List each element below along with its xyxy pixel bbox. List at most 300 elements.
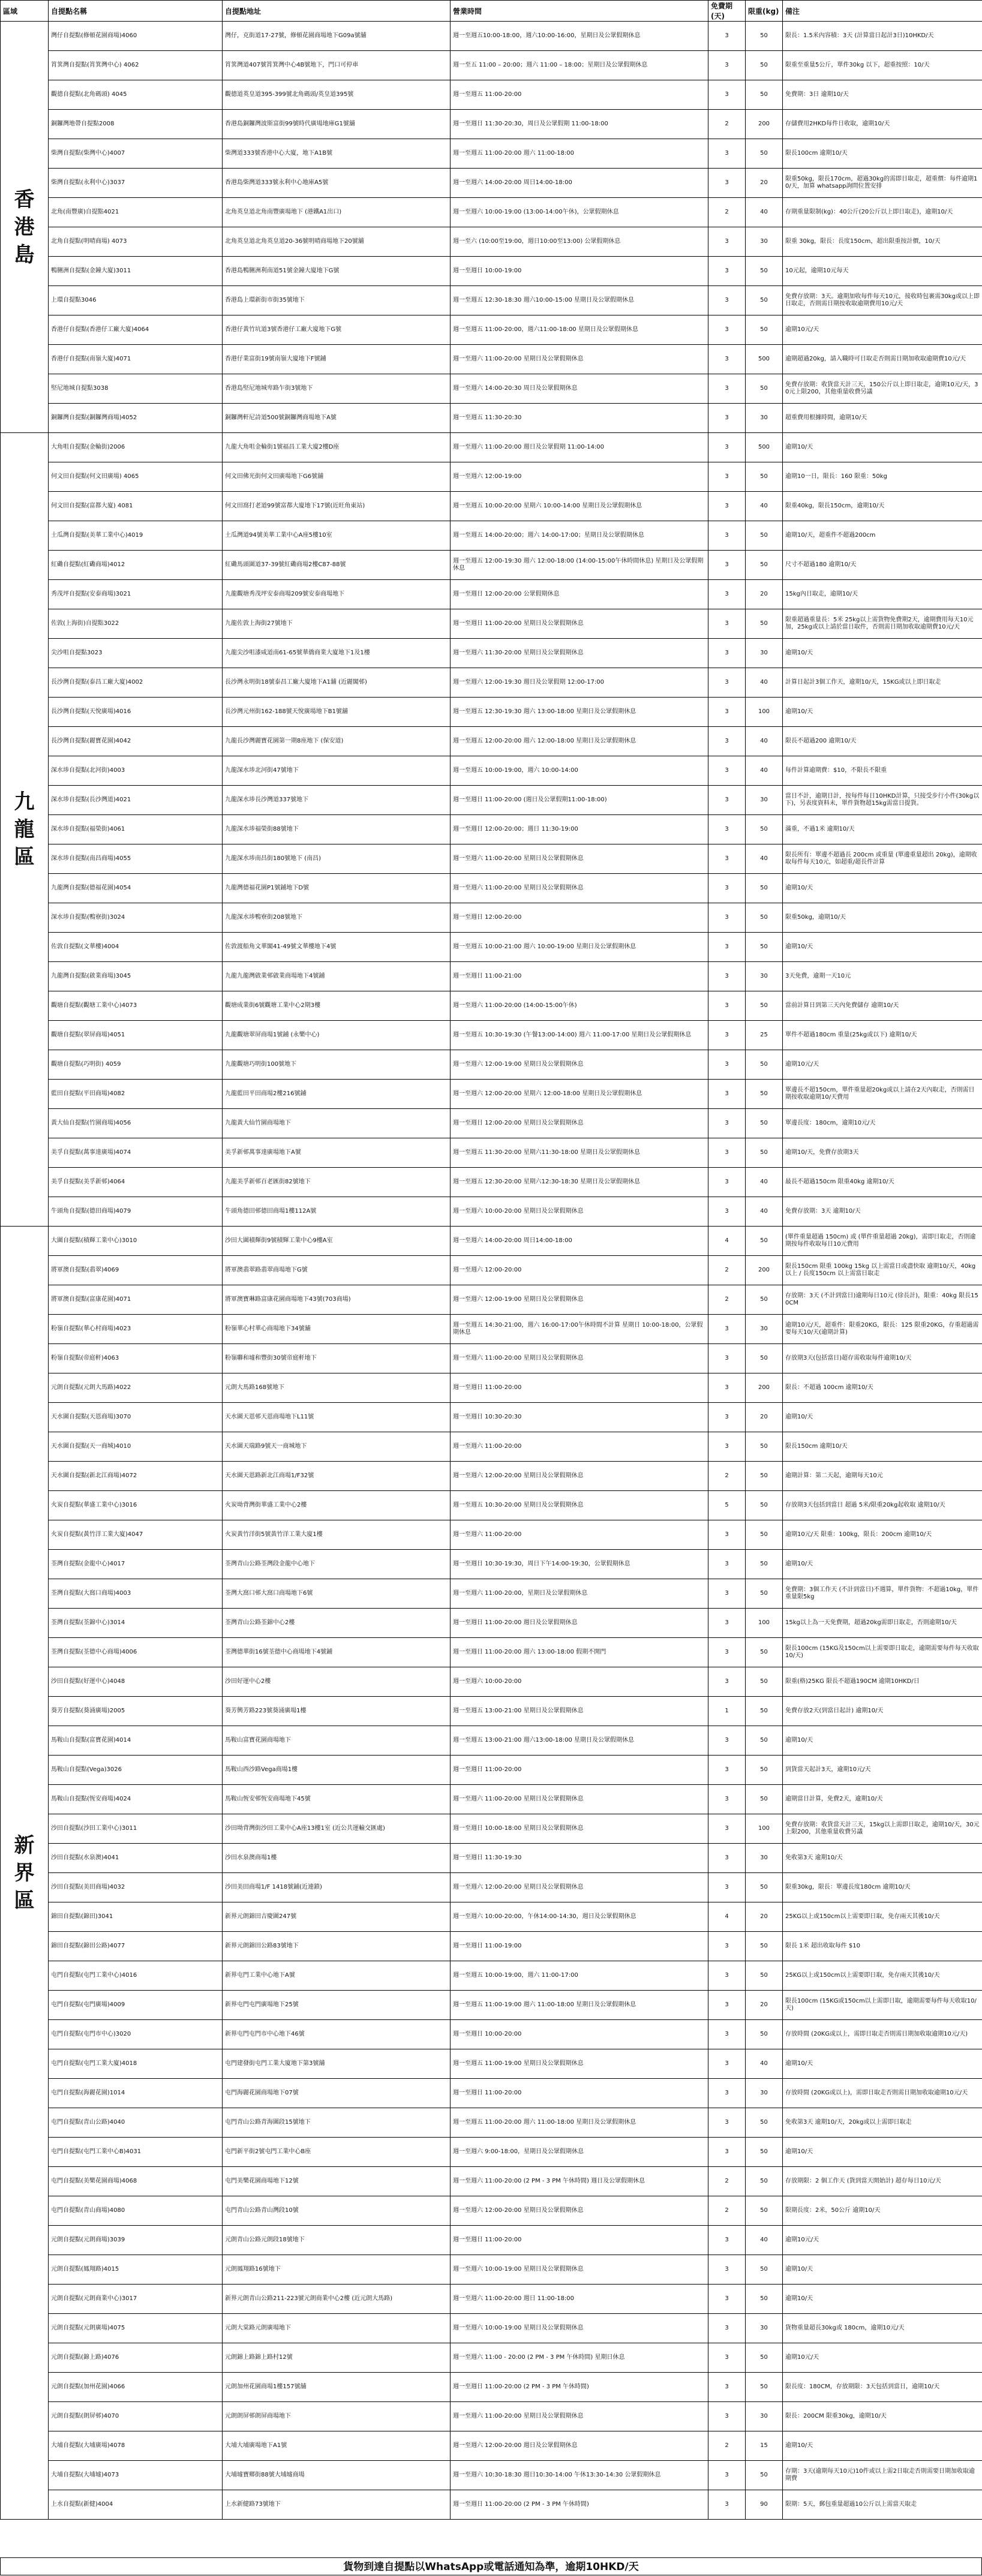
table-row	[1, 2167, 982, 2196]
weight-limit: 50	[746, 2373, 783, 2402]
opening-hours: 週一至週六 11:00-20:00	[451, 1520, 708, 1550]
opening-hours: 週一至週六 14:00-20:00 周日14:00-18:00	[451, 169, 708, 198]
table-row	[1, 257, 982, 286]
free-days: 3	[708, 1609, 746, 1638]
pickup-name: 天水圍自提點(新北江商場)4072	[49, 1462, 223, 1491]
remarks: 免費期：3個工作天 (不計到當日)不週算，單件貨物：不超過10kg，單件重量限5kg	[783, 1579, 982, 1609]
pickup-address: 天水圍天瑞路9號天一商城地下	[223, 1432, 451, 1462]
opening-hours: 週一至週日 10:00-18:00 星期日及公眾假期休息	[451, 1814, 708, 1844]
opening-hours: 週一至週六 11:00-20:00 週日 11:00-18:00	[451, 2285, 708, 2314]
table-row	[1, 1726, 982, 1756]
pickup-address: 粉嶺華心村華心商場地下34號舖	[223, 1315, 451, 1344]
remarks: 限長 1米 超出收取每件 $10	[783, 1932, 982, 1961]
weight-limit: 50	[746, 2020, 783, 2049]
pickup-address: 香港島銅鑼灣波斯富街99號時代廣場地庫G1號舖	[223, 110, 451, 139]
opening-hours: 週一至週五 10:00-19:00，週六 11:00-17:00	[451, 1961, 708, 1991]
remarks: 每件計算逾期費：$10，不限長不限重	[783, 756, 982, 786]
table-row	[1, 1667, 982, 1697]
pickup-address: 香港島上環新街市街35號地下	[223, 286, 451, 315]
table-row	[1, 1197, 982, 1227]
table-row	[1, 2343, 982, 2373]
weight-limit: 50	[746, 1550, 783, 1579]
free-days: 3	[708, 1050, 746, 1080]
pickup-address: 火炭黃竹洋街5號黃竹洋工業大廈1樓	[223, 1520, 451, 1550]
free-days: 3	[708, 1638, 746, 1667]
remarks: 尺寸不超過180 逾期10/天	[783, 551, 982, 580]
pickup-address: 九龍佐敦上海街27號地下	[223, 609, 451, 639]
weight-limit: 50	[746, 1961, 783, 1991]
weight-limit: 50	[746, 1462, 783, 1491]
pickup-address: 九龍深水埗南昌街180號地下 (南昌)	[223, 844, 451, 874]
remarks: 存放時間 (20KG或以上，需即日取走否則需日期加收取逾期10元/天)	[783, 2020, 982, 2049]
pickup-name: 紅磡自提點(紅磡商場)4012	[49, 551, 223, 580]
opening-hours: 週一至週日 12:00-20:00；週日 11:30-19:00	[451, 815, 708, 844]
opening-hours: 週一至週五 10:00-19:00，週六 10:00-14:00	[451, 756, 708, 786]
pickup-name: 粉嶺自提點(帝庭軒)4063	[49, 1344, 223, 1373]
opening-hours: 週一至週六 12:00-20:00 星期日及公眾假期休息	[451, 2196, 708, 2226]
opening-hours: 週一至週五 12:30-19:30 週六 13:00-18:00 星期日及公眾假期休息	[451, 698, 708, 727]
remarks: 當前計算日到第三天內免費儲存 逾期10/天	[783, 991, 982, 1021]
free-days: 3	[708, 1991, 746, 2020]
free-days: 3	[708, 1109, 746, 1138]
pickup-name: 葵芳自提點(葵涌廣場)2005	[49, 1697, 223, 1726]
free-days: 3	[708, 1814, 746, 1844]
free-days: 3	[708, 2020, 746, 2049]
table-row	[1, 786, 982, 815]
weight-limit: 40	[746, 668, 783, 698]
header-region: 區域	[1, 1, 49, 22]
remarks: 25KG以上或150cm以上需要即日取，免存兩天其後10/天	[783, 1902, 982, 1932]
free-days: 3	[708, 521, 746, 551]
opening-hours: 週一至週六 10:30-18:30 週日10:30-14:00 午休13:30-14:30 公眾假期休息	[451, 2461, 708, 2490]
pickup-address: 粉嶺聯和墟和豐街30號帝庭軒地下	[223, 1344, 451, 1373]
free-days: 3	[708, 1844, 746, 1873]
table-row	[1, 2138, 982, 2167]
pickup-name: 將軍澳自提點(富康花園)4071	[49, 1285, 223, 1315]
free-days: 3	[708, 1168, 746, 1197]
opening-hours: 週一至週五 14:30-21:00，週六 16:00-17:00午休時間不計算 星期日 10:00-18:00，公眾假期休息	[451, 1315, 708, 1344]
pickup-address: 荃灣青山公路荃錦中心2樓	[223, 1609, 451, 1638]
pickup-name: 深水埗自提點(福榮街)4061	[49, 815, 223, 844]
pickup-address: 九龍深水埗福榮街88號地下	[223, 815, 451, 844]
pickup-name: 天水圍自提點(天一商城)4010	[49, 1432, 223, 1462]
pickup-address: 天水圍天恩路新北江商場1/F32號	[223, 1462, 451, 1491]
pickup-name: 元朗自提點(元朗廣場)4075	[49, 2314, 223, 2343]
pickup-address: 長沙灣永明街18號泰昌工廠大廈地下A1舖 (近麗閣邨)	[223, 668, 451, 698]
opening-hours: 週一至週六 11:00-20:00 星期日及公眾假期休息	[451, 2402, 708, 2431]
remarks: 限期：5天，郵包重量超過10公斤以上需當天取走	[783, 2490, 982, 2520]
table-row	[1, 2196, 982, 2226]
table-row	[1, 2079, 982, 2108]
opening-hours: 週一至週六 9:00-18:00，星期日及公眾假期休息	[451, 2138, 708, 2167]
table-row	[1, 1844, 982, 1873]
pickup-address: 九龍黃大仙竹園商場地下	[223, 1109, 451, 1138]
pickup-name: 屯門自提點(屯門廣場)4009	[49, 1991, 223, 2020]
table-row	[1, 962, 982, 991]
pickup-address: 柴灣道333號香港中心大廈，地下A1B號	[223, 139, 451, 169]
table-row	[1, 404, 982, 433]
remarks: 逾期10/天	[783, 698, 982, 727]
pickup-address: 屯門新平街2號屯門工業中心B座	[223, 2138, 451, 2167]
free-days: 3	[708, 51, 746, 80]
table-row	[1, 1285, 982, 1315]
pickup-name: 觀塘自提點(觀塘工業中心)4073	[49, 991, 223, 1021]
remarks: 限重50kg，限長170cm，超過30kg的需即日取走，超重價：每件逾期10/天，加算 whatsapp詢問位置安排	[783, 169, 982, 198]
weight-limit: 50	[746, 1873, 783, 1902]
remarks: 逾期10元/天	[783, 2226, 982, 2255]
pickup-address: 香港仔業富街19號南嶺大廈地下F號鋪	[223, 345, 451, 374]
weight-limit: 30	[746, 1844, 783, 1873]
pickup-name: 元朗自提點(加州花園)4066	[49, 2373, 223, 2402]
free-days: 3	[708, 2373, 746, 2402]
table-row	[1, 492, 982, 521]
remarks: 單邊長度：180cm，逾期10元/天	[783, 1109, 982, 1138]
table-row	[1, 1138, 982, 1168]
free-days: 3	[708, 2049, 746, 2079]
free-days: 3	[708, 2402, 746, 2431]
pickup-name: 馬鞍山自提點(Vega)3026	[49, 1756, 223, 1785]
weight-limit: 40	[746, 1168, 783, 1197]
free-days: 3	[708, 1873, 746, 1902]
pickup-name: 火炭自提點(華盛工業中心)3016	[49, 1491, 223, 1520]
weight-limit: 90	[746, 2490, 783, 2520]
opening-hours: 週一至週日 11:00-19:00	[451, 1932, 708, 1961]
opening-hours: 週一至週六 12:00-20:00 星期六 12:00-18:00 星期日及公眾假期休息	[451, 1080, 708, 1109]
pickup-address: 九龍深水埗鴨寮街208號地下	[223, 903, 451, 933]
remarks: 限長：200CM 限重30kg，逾期10/天	[783, 2402, 982, 2431]
remarks: 限重50kg，逾期10/天	[783, 903, 982, 933]
pickup-name: 將軍澳自提點(翡翠)4069	[49, 1256, 223, 1285]
pickup-address: 屯門青山公路青山灣段10號	[223, 2196, 451, 2226]
table-row	[1, 2255, 982, 2285]
free-days: 3	[708, 786, 746, 815]
free-days: 3	[708, 551, 746, 580]
weight-limit: 30	[746, 404, 783, 433]
free-days: 2	[708, 2167, 746, 2196]
weight-limit: 30	[746, 786, 783, 815]
opening-hours: 週一至週日 12:00-20:00	[451, 903, 708, 933]
table-row	[1, 756, 982, 786]
region-name: 香港島	[13, 186, 37, 269]
pickup-name: 深水埗自提點(鴨寮街)3024	[49, 903, 223, 933]
table-row	[1, 1961, 982, 1991]
pickup-name: 屯門自提點(屯門市中心)3020	[49, 2020, 223, 2049]
pickup-name: 元朗自提點(元朗商場)3039	[49, 2226, 223, 2255]
region-name: 新界區	[13, 1832, 37, 1914]
pickup-address: 新界屯門工業中心地下A號	[223, 1961, 451, 1991]
weight-limit: 30	[746, 1315, 783, 1344]
free-days: 3	[708, 2461, 746, 2490]
opening-hours: 週一至週日 11:00-20:00 (2 PM - 3 PM 午休時間)	[451, 2490, 708, 2520]
table-row	[1, 110, 982, 139]
free-days: 3	[708, 1550, 746, 1579]
pickup-name: 屯門自提點(美樂花園商場)4068	[49, 2167, 223, 2196]
header-hours: 營業時間	[451, 1, 708, 22]
pickup-address: 沙田水泉澳商場1樓	[223, 1844, 451, 1873]
remarks: 滿重，不過1米 逾期10/天	[783, 815, 982, 844]
table-row	[1, 2373, 982, 2402]
weight-limit: 50	[746, 1638, 783, 1667]
weight-limit: 50	[746, 51, 783, 80]
table-row	[1, 1550, 982, 1579]
remarks: 逾期10/天，免費存放期3天	[783, 1138, 982, 1168]
opening-hours: 週一至週日 10:00-19:00	[451, 257, 708, 286]
pickup-name: 灣仔自提點(修頓花園商場)4060	[49, 22, 223, 51]
pickup-name: 沙田自提點(水泉澳)4041	[49, 1844, 223, 1873]
pickup-name: 美孚自提點(萬事達廣場)4074	[49, 1138, 223, 1168]
free-days: 3	[708, 2138, 746, 2167]
pickup-name: 錦田自提點(錦田)3041	[49, 1902, 223, 1932]
pickup-name: 火炭自提點(黃竹洋工業大廈)4047	[49, 1520, 223, 1550]
remarks: 免費存放2天(到當日起計) 逾期10/天	[783, 1697, 982, 1726]
weight-limit: 50	[746, 1138, 783, 1168]
pickup-name: 佐敦(上海街)自提點3022	[49, 609, 223, 639]
remarks: 逾期10/天	[783, 639, 982, 668]
opening-hours: 週一至週六 12:00-19:30 週日及公眾假期 12:00-17:00	[451, 668, 708, 698]
opening-hours: 週一至五 11:00 – 20:00；週六 11:00 – 18:00；星期日及公眾假期休息	[451, 51, 708, 80]
free-days: 3	[708, 756, 746, 786]
remarks: 存放期限：2 個工作天 (貨到當天開始計) 超存每日10元/天	[783, 2167, 982, 2196]
pickup-name: 元朗自提點(朗屏邨)4070	[49, 2402, 223, 2431]
free-days: 2	[708, 198, 746, 227]
pickup-name: 觀塘自提點(翠屏商場)4051	[49, 1021, 223, 1050]
table-row	[1, 345, 982, 374]
pickup-address: 香港仔黃竹坑道3號香港仔工廠大廈地下G號	[223, 315, 451, 345]
pickup-address: 觀塘成業街6號觀塘工業中心2期3樓	[223, 991, 451, 1021]
table-row	[1, 698, 982, 727]
weight-limit: 30	[746, 962, 783, 991]
remarks: 限長：1.5米內容積：3天 (計算當日起計3日)10HKD/天	[783, 22, 982, 51]
weight-limit: 50	[746, 1579, 783, 1609]
pickup-address: 土瓜灣道94號美華工業中心A座5樓10室	[223, 521, 451, 551]
weight-limit: 50	[746, 1667, 783, 1697]
pickup-address: 沙田美田商場1/F 1418號鋪(近連鎖)	[223, 1873, 451, 1902]
remarks: 逾期10/天	[783, 2255, 982, 2285]
remarks: 逾期10一日，限長：160 限重：50kg	[783, 462, 982, 492]
opening-hours: 週一至週日 11:00-20:00	[451, 1373, 708, 1403]
opening-hours: 週一至週日 10:30-20:30	[451, 1403, 708, 1432]
weight-limit: 200	[746, 110, 783, 139]
weight-limit: 50	[746, 1080, 783, 1109]
remarks: 貨物重量超長30kg或 180cm，逾期10元/天	[783, 2314, 982, 2343]
opening-hours: 週一至週五 11:00-19:00 週六 11:00-18:00 星期日及公眾假期休息	[451, 1991, 708, 2020]
pickup-address: 將軍澳寶琳路富康花園商場地下43號(703商場)	[223, 1285, 451, 1315]
weight-limit: 40	[746, 2226, 783, 2255]
free-days: 3	[708, 1197, 746, 1227]
free-days: 2	[708, 1462, 746, 1491]
pickup-name: 土瓜灣自提點(美華工業中心)4019	[49, 521, 223, 551]
opening-hours: 週一至週六 12:00-20:00	[451, 1256, 708, 1285]
table-row	[1, 580, 982, 609]
opening-hours: 週一至週六 12:00-19:00	[451, 462, 708, 492]
table-row	[1, 1902, 982, 1932]
free-days: 3	[708, 1403, 746, 1432]
table-row	[1, 1520, 982, 1550]
remarks: 逾期10/天	[783, 874, 982, 903]
opening-hours: 週一至週日 11:00-20:00 週日及公眾假期休息	[451, 1609, 708, 1638]
free-days: 3	[708, 844, 746, 874]
remarks: 逾期10元/天	[783, 1050, 982, 1080]
pickup-name: 屯門自提點(屯門工業中心)4016	[49, 1961, 223, 1991]
pickup-name: 元朗自提點(元朗商業中心)3017	[49, 2285, 223, 2314]
opening-hours: 週一至週六 14:00-20:00 周日14:00-18:00	[451, 1227, 708, 1256]
pickup-name: 柴灣自提點(柴灣中心)4007	[49, 139, 223, 169]
pickup-address: 香港島鴨脷洲利南道51號金鐘大廈地下G號	[223, 257, 451, 286]
pickup-address: 大埔墟寶鄉街88號大埔墟商場	[223, 2461, 451, 2490]
free-days: 3	[708, 286, 746, 315]
weight-limit: 100	[746, 1609, 783, 1638]
table-row	[1, 374, 982, 404]
pickup-name: 長沙灣自提點(天悅廣場)4016	[49, 698, 223, 727]
remarks: 3天免費，逾期一天10元	[783, 962, 982, 991]
table-row	[1, 609, 982, 639]
pickup-name: 屯門自提點(海麗花園)1014	[49, 2079, 223, 2108]
weight-limit: 100	[746, 1814, 783, 1844]
weight-limit: 50	[746, 22, 783, 51]
table-row	[1, 2490, 982, 2520]
opening-hours: 週一至週五 13:00-21:00 星期日及公眾假期休息	[451, 1697, 708, 1726]
remarks: 10元起，逾期10元每天	[783, 257, 982, 286]
remarks: 逾期當日計算，免費2天，逾期10/天	[783, 1785, 982, 1814]
pickup-address: 觀德道英皇道395-399號北角碼頭/英皇道395號	[223, 80, 451, 110]
opening-hours: 週一至週五 10:00-21:00 週六 10:00-19:00 星期日及公眾假期休息	[451, 933, 708, 962]
pickup-address: 新界屯門屯門廣場地下25號	[223, 1991, 451, 2020]
pickup-address: 新界元朗青山公路211-223號元朗商業中心2樓 (近元朗大馬路)	[223, 2285, 451, 2314]
pickup-address: 荃灣青山公路荃灣段金龍中心地下	[223, 1550, 451, 1579]
remarks: 15kg內日取走，逾期10/天	[783, 580, 982, 609]
weight-limit: 50	[746, 2138, 783, 2167]
weight-limit: 30	[746, 2079, 783, 2108]
table-row	[1, 227, 982, 257]
pickup-address: 九龍深水埗北河街47號地下	[223, 756, 451, 786]
weight-limit: 50	[746, 2167, 783, 2196]
pickup-address: 元朗大馬路168號地下	[223, 1373, 451, 1403]
free-days: 3	[708, 1756, 746, 1785]
pickup-address: 長沙灣元州街162-188號天悅廣場地下B1號舖	[223, 698, 451, 727]
remarks: 存放時間 (20KG或以上)，需即日取走否則需日期加收取逾期10元/天	[783, 2079, 982, 2108]
free-days: 5	[708, 1491, 746, 1520]
header-free-days: 免費期(天)	[708, 1, 746, 22]
opening-hours: 週一至週六 11:00-20:00 星期日及公眾假期休息	[451, 874, 708, 903]
pickup-name: 屯門自提點(屯門工業大廈)4018	[49, 2049, 223, 2079]
table-row	[1, 933, 982, 962]
table-row	[1, 639, 982, 668]
opening-hours: 週一至週五 10:00-20:00 星期六 10:00-14:00 星期日及公眾假期休息	[451, 492, 708, 521]
remarks: 限重40kg，限長150cm，逾期10/天	[783, 492, 982, 521]
free-days: 3	[708, 22, 746, 51]
pickup-address: 北角英皇道北角南豐廣場地下 (港鐵A1出口)	[223, 198, 451, 227]
weight-limit: 50	[746, 1726, 783, 1756]
weight-limit: 30	[746, 2402, 783, 2431]
free-days: 3	[708, 991, 746, 1021]
remarks: 逾期10/天	[783, 2431, 982, 2461]
free-days: 3	[708, 2314, 746, 2343]
table-row	[1, 1873, 982, 1902]
pickup-address: 香港島柴灣道333號永利中心地庫A5號	[223, 169, 451, 198]
weight-limit: 50	[746, 1491, 783, 1520]
remarks: 限重至重量5公斤，單件30kg 以下，超重按照：10/天	[783, 51, 982, 80]
opening-hours: 週一至週日 11:30-20:30，周日及公眾假期 11:00-18:00	[451, 110, 708, 139]
remarks: 限長所有：單邊不超過長 200cm 或重量 (單邊重量超出 20kg)，逾期收取每件每天10元，如超重/超長件計算	[783, 844, 982, 874]
opening-hours: 週一至週五 11:30-20:00 星期六11:30-18:00 星期日及公眾假期休息	[451, 1138, 708, 1168]
table-row	[1, 844, 982, 874]
remarks: 限長150cm 逾期10/天	[783, 1432, 982, 1462]
pickup-address: 元朗大棠路元朗廣場地下	[223, 2314, 451, 2343]
opening-hours: 週一至週五 12:00-19:30 週六 12:00-18:00 (14:00-15:00午休時間休息) 星期日及公眾假期休息	[451, 551, 708, 580]
weight-limit: 50	[746, 991, 783, 1021]
remarks: 限重30kg，限長：單邊長度180cm 逾期10/天	[783, 1873, 982, 1902]
opening-hours: 週一至週日 11:00-20:00	[451, 1756, 708, 1785]
pickup-address: 元朗朗屏邨朗屏商場地下	[223, 2402, 451, 2431]
pickup-address: 紅磡馬頭圍道37-39號紅磡商場2樓C87-88號	[223, 551, 451, 580]
weight-limit: 50	[746, 903, 783, 933]
opening-hours: 週一至週六 11:00-20:00 週日及公眾假期 11:00-14:00	[451, 433, 708, 462]
remarks: 超重費用根據時間，逾期10/天	[783, 404, 982, 433]
free-days: 3	[708, 1080, 746, 1109]
weight-limit: 50	[746, 551, 783, 580]
opening-hours: 週一至週日 12:00-20:00 公眾假期休息	[451, 580, 708, 609]
pickup-address: 九龍觀塘翠屏商場1號鋪 (永樂中心)	[223, 1021, 451, 1050]
table-row	[1, 521, 982, 551]
remarks: 免收第3天 逾期10/天	[783, 1844, 982, 1873]
opening-hours: 週一至週六 12:00-20:00 週日及公眾假期休息	[451, 2431, 708, 2461]
pickup-name: 北角自提點(明晴商場) 4073	[49, 227, 223, 257]
table-row	[1, 2285, 982, 2314]
weight-limit: 50	[746, 1785, 783, 1814]
pickup-address: 上水新健路73號地下	[223, 2490, 451, 2520]
pickup-name: 美孚自提點(美孚新邨)4064	[49, 1168, 223, 1197]
table-row	[1, 1609, 982, 1638]
weight-limit: 20	[746, 1902, 783, 1932]
remarks: 逾期10/天	[783, 1550, 982, 1579]
opening-hours: 週一至週六 10:00-19:00 星期日及公眾假期休息	[451, 2314, 708, 2343]
weight-limit: 40	[746, 756, 783, 786]
table-row	[1, 462, 982, 492]
table-row	[1, 1109, 982, 1138]
free-days: 3	[708, 169, 746, 198]
opening-hours: 週一至週六 11:00-20:00 (2 PM - 3 PM 午休時間) 週日及公眾假期休息	[451, 2167, 708, 2196]
free-days: 3	[708, 1432, 746, 1462]
pickup-address: 九龍觀塘秀茂坪安泰商場209號安泰商場地下	[223, 580, 451, 609]
region-label	[1, 1227, 49, 2520]
opening-hours: 週一至週六 10:00-20:00	[451, 1667, 708, 1697]
weight-limit: 50	[746, 139, 783, 169]
weight-limit: 30	[746, 2314, 783, 2343]
table-row	[1, 51, 982, 80]
pickup-address: 九龍灣德福花園P1號鋪地下D號	[223, 874, 451, 903]
remarks: 逾期10/天	[783, 2138, 982, 2167]
free-days: 3	[708, 1726, 746, 1756]
opening-hours: 週一至週五 12:30-18:30 週六10:00-15:00 星期日及公眾假期休息	[451, 286, 708, 315]
free-days: 3	[708, 345, 746, 374]
opening-hours: 週一至週六 11:00-20:00 星期日及公眾假期休息	[451, 1344, 708, 1373]
remarks: 限長100cm 逾期10/天	[783, 139, 982, 169]
pickup-address: 元朗鳳翔路16號地下	[223, 2255, 451, 2285]
opening-hours: 週一至週日 10:30-19:30，周日下午14:00-19:30，公眾假期休息	[451, 1550, 708, 1579]
opening-hours: 週一至週六 11:30-20:00 星期日及公眾假期休息	[451, 639, 708, 668]
weight-limit: 50	[746, 521, 783, 551]
pickup-address: 元朗青山公路元朗段18號地下	[223, 2226, 451, 2255]
pickup-name: 黃大仙自提點(竹園商場)4056	[49, 1109, 223, 1138]
remarks: 逾期10元/天，超重件：限重20KG，限長：125 限重20KG，存重超過需要每天10/天(逾期計算)	[783, 1315, 982, 1344]
pickup-name: 香港仔自提點(香港仔工廠大廈)4064	[49, 315, 223, 345]
pickup-name: 沙田自提點(美田商場)4032	[49, 1873, 223, 1902]
pickup-name: 荃灣自提點(荃錦中心)3014	[49, 1609, 223, 1638]
pickup-address: 何文田窩打老道99號富都大廈地下17號(近旺角東站)	[223, 492, 451, 521]
opening-hours: 週一至週五 10:30-19:30 (午餐13:00-14:00) 週六 11:00-17:00 星期日及公眾假期休息	[451, 1021, 708, 1050]
header-remarks: 備注	[783, 1, 982, 22]
pickup-name: 北角(南豐廣)自提點4021	[49, 198, 223, 227]
